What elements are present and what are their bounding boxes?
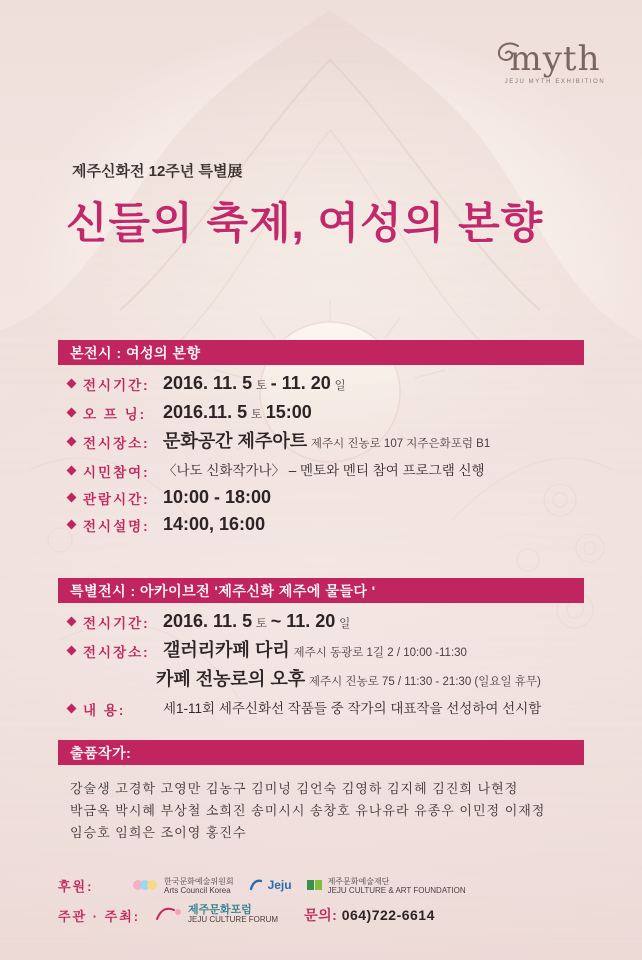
jeju-foundation-name: 제주문화예술재단 (327, 876, 390, 886)
logo-wordmark: myth (509, 39, 601, 79)
row-value: 세1-11회 세주신화선 작품들 중 작가의 대표작을 선성하여 선시함 (163, 701, 542, 716)
row-value (163, 374, 346, 396)
info-row (58, 432, 598, 454)
info-row (58, 699, 598, 719)
contact-number: 064)722-6614 (341, 907, 435, 923)
row-value-sub2: 일 (339, 618, 351, 630)
forum-sub: JEJU CULTURE FORUM (188, 915, 279, 924)
row-value-sub2: 일 (334, 380, 346, 392)
row-value (163, 612, 350, 634)
row-value-main: 2016. 11. 5 (163, 373, 253, 393)
artists-list (70, 778, 590, 844)
diamond-bullet-icon (67, 493, 77, 503)
info-row (58, 374, 598, 396)
row-value-main: 갤러리카페 다리 (163, 640, 290, 660)
row-label: 전시기간: (83, 616, 150, 631)
diamond-bullet-icon (67, 617, 77, 627)
main-exhibition-bar: 본전시 : 여성의 본향 (58, 340, 584, 365)
special-exhibition-rows (58, 612, 598, 726)
row-value-sub: 토 (255, 618, 267, 630)
logo-subtitle: JEJU MYTH EXHIBITION (504, 79, 606, 85)
row-value-sub: 제주시 진농로 107 지주은화포럼 B1 (310, 438, 491, 450)
row-value-sub: 토 (250, 409, 262, 421)
forum-icon (154, 905, 184, 925)
info-row (156, 670, 598, 692)
jeju-icon (248, 877, 264, 895)
row-label: 내 용: (83, 703, 126, 718)
row-value (163, 515, 265, 535)
row-value-main2: - 11. 20 (270, 373, 331, 393)
row-value-main2: 15:00 (265, 402, 312, 422)
sponsor-row (58, 876, 598, 895)
row-value-sub: 토 (255, 380, 267, 392)
row-label: 오 프 닝: (83, 407, 147, 422)
row-label: 시민참여: (83, 465, 150, 480)
sponsor-label: 후원: (58, 879, 94, 894)
footer (58, 876, 598, 935)
arts-council-name: 한국문화예술위원회 (164, 876, 234, 886)
myth-logo (490, 39, 620, 104)
jeju-foundation-icon (306, 877, 324, 895)
row-value (156, 670, 541, 692)
special-exhibition-bar: 특별전시 : 아카이브전 '제주신화 제주에 물들다 ' (58, 578, 584, 603)
forum-logo (154, 905, 278, 925)
row-value-main: 2016. 11. 5 (163, 611, 253, 631)
row-value-main: 2016.11. 5 (163, 402, 248, 422)
main-exhibition-rows (58, 374, 598, 542)
row-label: 전시장소: (83, 436, 150, 451)
diamond-bullet-icon (67, 379, 77, 389)
arts-council-icon (132, 877, 160, 895)
poster-kicker: 제주신화전 12주년 특별展 (72, 163, 243, 180)
row-value (163, 641, 467, 663)
row-label: 전시기간: (83, 378, 150, 393)
diamond-bullet-icon (67, 437, 77, 447)
row-value-sub: 제주시 진농로 75 / 11:30 - 21:30 (일요일 휴무) (308, 676, 541, 688)
jeju-foundation-logo (306, 877, 466, 895)
row-value-main: 카페 전농로의 오후 (156, 669, 306, 689)
row-label: 전시장소: (83, 645, 150, 660)
contact-label: 문의: (304, 907, 338, 923)
forum-name: 제주문화포럼 (188, 904, 252, 916)
row-label: 전시설명: (83, 519, 150, 534)
row-value-main: 문화공간 제주아트 (163, 431, 308, 451)
diamond-bullet-icon (67, 646, 77, 656)
swirl-icon (492, 38, 526, 72)
row-value-sub: 제주시 동광로 1길 2 / 10:00 -11:30 (293, 647, 467, 659)
row-label: 관람시간: (83, 492, 150, 507)
host-label: 주관 · 주최: (58, 908, 141, 924)
info-row (58, 515, 598, 535)
jeju-wordmark: Jeju (267, 878, 292, 892)
row-value-main: 14:00, 16:00 (163, 514, 266, 534)
diamond-bullet-icon (67, 466, 77, 476)
arts-council-logo (132, 877, 234, 895)
info-row (58, 488, 598, 508)
artists-line: 강술생 고경학 고영만 김농구 김미넝 김언숙 김영하 김지헤 김진희 나현정 (70, 781, 519, 796)
artists-bar: 출품작가: (58, 740, 584, 765)
info-row (58, 612, 598, 634)
row-value (163, 432, 490, 454)
diamond-bullet-icon (67, 704, 77, 714)
artists-line: 임승호 임희은 조이영 홍진수 (70, 825, 247, 840)
contact-info (304, 905, 435, 925)
row-value-main2: ~ 11. 20 (270, 611, 336, 631)
host-logos (154, 905, 278, 925)
jeju-logo (248, 877, 292, 895)
row-value (163, 488, 271, 508)
info-row (58, 641, 598, 663)
row-value: 〈나도 신화작가나〉 – 멘토와 멘티 참여 프로그램 신행 (163, 463, 485, 478)
info-row (58, 403, 598, 425)
jeju-foundation-sub: JEJU CULTURE & ART FOUNDATION (327, 885, 466, 895)
artists-line: 박금옥 박시혜 부상철 소희진 송미시시 송창호 유나유라 유종우 이민정 이재정 (70, 803, 546, 818)
diamond-bullet-icon (67, 408, 77, 418)
row-value (163, 403, 312, 425)
row-value-main: 10:00 - 18:00 (163, 487, 272, 507)
info-row (58, 461, 598, 481)
host-row (58, 905, 598, 925)
page-title: 신들의 축제, 여성의 본향 (66, 200, 544, 248)
sponsor-logos (132, 877, 466, 895)
arts-council-sub: Arts Council Korea (164, 885, 231, 895)
diamond-bullet-icon (67, 520, 77, 530)
